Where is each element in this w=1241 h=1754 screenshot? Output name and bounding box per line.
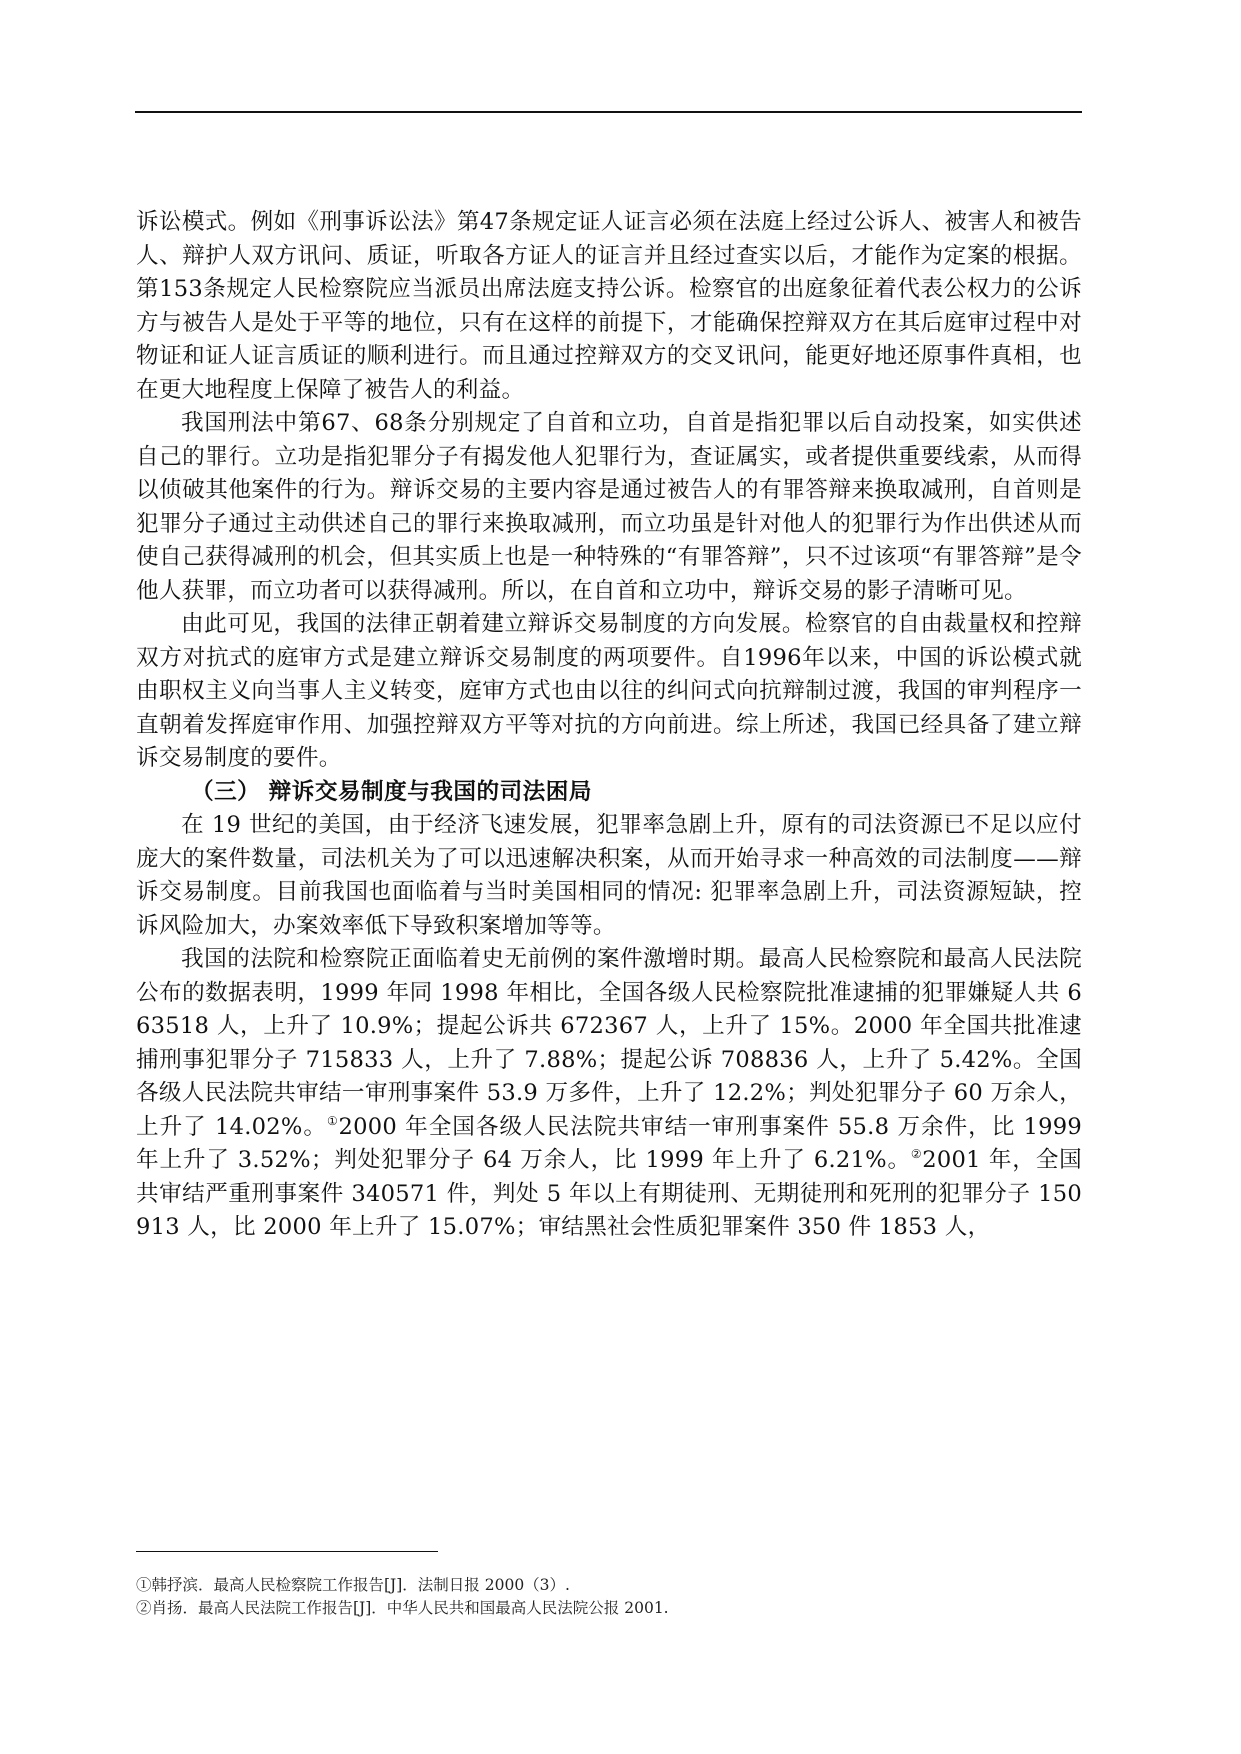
footnote-rule bbox=[136, 1551, 438, 1552]
footnote-item: ①韩抒滨．最高人民检察院工作报告[J]．法制日报 2000（3）. bbox=[136, 1576, 570, 1594]
paragraph-text: 2001 年，全国共审结严重刑事案件 340571 件，判处 5 年以上有期徒刑、无期徒刑和死刑的犯罪分子 150913 人，比 2000 年上升了 15.07%；审结黑社会性质犯罪案件 350 件 1853 人， bbox=[136, 1147, 1082, 1240]
body-text bbox=[136, 206, 1082, 1245]
header-rule bbox=[135, 111, 1082, 113]
footnote-item: ②肖扬．最高人民法院工作报告[J]．中华人民共和国最高人民法院公报 2001. bbox=[136, 1599, 669, 1617]
footnote-marker[interactable]: ② bbox=[910, 1147, 923, 1161]
footnotes bbox=[136, 1574, 1082, 1620]
paragraph-text: 我国的法院和检察院正面临着史无前例的案件激增时期。最高人民检察院和最高人民法院公布的数据表明，1999 年同 1998 年相比，全国各级人民检察院批准逮捕的犯罪嫌疑人共 663518 人，上升了 10.9%；提起公诉共 672367 人，上升了 15%。2000 年全国共批准逮捕刑事犯罪分子 715833 人，上升了 7.88%；提起公诉 708836 人，上升了 5.42%。全国各级人民法院共审结一审刑事案件 53.9 万多件，上升了 12.2%；判处犯罪分子 60 万余人，上升了 14.02%。 bbox=[136, 946, 1082, 1140]
section-heading: （三） 辩诉交易制度与我国的司法困局 bbox=[191, 778, 592, 805]
footnote-marker[interactable]: ① bbox=[326, 1113, 339, 1128]
paragraph: 由此可见，我国的法律正朝着建立辩诉交易制度的方向发展。检察官的自由裁量权和控辩双方对抗式的庭审方式是建立辩诉交易制度的两项要件。自1996年以来，中国的诉讼模式就由职权主义向当事人主义转变，庭审方式也由以往的纠问式向抗辩制过渡，我国的审判程序一直朝着发挥庭审作用、加强控辩双方平等对抗的方向前进。综上所述，我国已经具备了建立辩诉交易制度的要件。 bbox=[136, 611, 1082, 771]
paragraph bbox=[136, 943, 1082, 1245]
paragraph: 诉讼模式。例如《刑事诉讼法》第47条规定证人证言必须在法庭上经过公诉人、被害人和被告人、辩护人双方讯问、质证，听取各方证人的证言并且经过查实以后，才能作为定案的根据。第153条规定人民检察院应当派员出席法庭支持公诉。检察官的出庭象征着代表公权力的公诉方与被告人是处于平等的地位，只有在这样的前提下，才能确保控辩双方在其后庭审过程中对物证和证人证言质证的顺利进行。而且通过控辩双方的交叉讯问，能更好地还原事件真相，也在更大地程度上保障了被告人的利益。 bbox=[136, 209, 1082, 403]
paragraph: 我国刑法中第67、68条分别规定了自首和立功，自首是指犯罪以后自动投案，如实供述自己的罪行。立功是指犯罪分子有揭发他人犯罪行为，查证属实，或者提供重要线索，从而得以侦破其他案件的行为。辩诉交易的主要内容是通过被告人的有罪答辩来换取减刑，自首则是犯罪分子通过主动供述自己的罪行来换取减刑，而立功虽是针对他人的犯罪行为作出供述从而使自己获得减刑的机会，但其实质上也是一种特殊的“有罪答辩”，只不过该项“有罪答辩”是令他人获罪，而立功者可以获得减刑。所以，在自首和立功中，辩诉交易的影子清晰可见。 bbox=[136, 410, 1082, 604]
paragraph: 在 19 世纪的美国，由于经济飞速发展，犯罪率急剧上升，原有的司法资源已不足以应付庞大的案件数量，司法机关为了可以迅速解决积案，从而开始寻求一种高效的司法制度——辩诉交易制度。目前我国也面临着与当时美国相同的情况: 犯罪率急剧上升，司法资源短缺，控诉风险加大，办案效率低下导致积案增加等等。 bbox=[136, 812, 1082, 939]
paragraph-text: 2000 年全国各级人民法院共审结一审刑事案件 55.8 万余件，比 1999 年上升了 3.52%；判处犯罪分子 64 万余人，比 1999 年上升了 6.21%。 bbox=[136, 1113, 1082, 1173]
